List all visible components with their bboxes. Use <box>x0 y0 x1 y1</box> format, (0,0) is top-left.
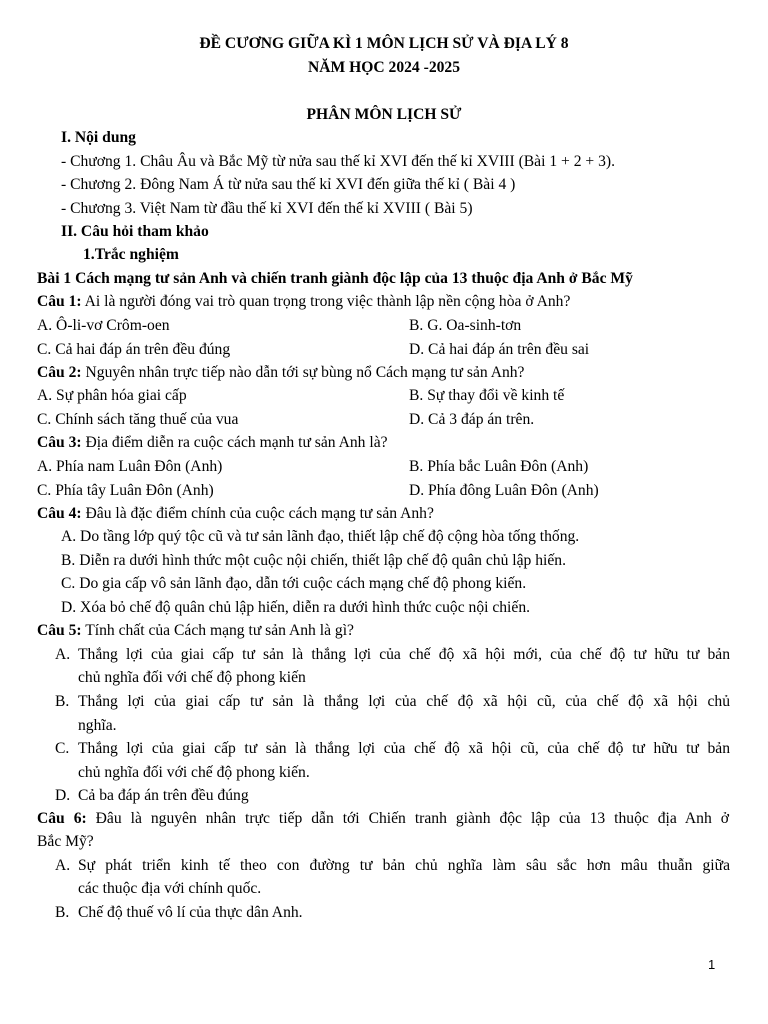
section-title: PHÂN MÔN LỊCH SỬ <box>306 106 462 123</box>
multiple-choice-heading: 1.Trắc nghiệm <box>83 246 179 263</box>
question-text: Địa điểm diễn ra cuộc cách mạnh tư sản Anh là? <box>81 434 388 451</box>
option-a <box>55 856 77 876</box>
option-b: B. Sự thay đổi về kinh tế <box>409 387 565 404</box>
chapter-1: - Chương 1. Châu Âu và Bắc Mỹ từ nửa sau thế kỉ XVI đến thế kỉ XVIII (Bài 1 + 2 + 3). <box>61 153 615 170</box>
option-a-text: Sự phát triển kinh tế theo con đường tư bản chủ nghĩa làm sâu sắc hơn mâu thuẫn giữa <box>78 857 730 874</box>
option-a-continuation: các thuộc địa với chính quốc. <box>78 880 262 897</box>
question-label: Câu 6: <box>37 810 87 827</box>
question-6-continuation: Bắc Mỹ? <box>37 833 94 850</box>
question-1 <box>37 292 570 312</box>
option-c <box>55 739 77 759</box>
question-label: Câu 5: <box>37 622 82 639</box>
option-a: A. Do tầng lớp quý tộc cũ và tư sản lãnh đạo, thiết lập chế độ cộng hòa tống thống. <box>61 528 580 545</box>
option-b-text: Thắng lợi của giai cấp tư sản là thắng lợi của chế độ xã hội cũ, của chế độ xã hội chủ <box>78 693 730 710</box>
question-3 <box>37 433 388 453</box>
chapter-2: - Chương 2. Đông Nam Á từ nửa sau thế kỉ XVI đến giữa thế kỉ ( Bài 4 ) <box>61 176 516 193</box>
option-b: B. Diễn ra dưới hình thức một cuộc nội chiến, thiết lập chế độ quân chủ lập hiến. <box>61 552 566 569</box>
option-b: B. Phía bắc Luân Đôn (Anh) <box>409 458 589 475</box>
option-c-text: Thắng lợi của giai cấp tư sản là thắng lợi của chế độ xã hội cũ, của chế độ tư hữu tư bản <box>78 740 730 757</box>
option-a: A. Sự phân hóa giai cấp <box>37 387 187 404</box>
option-letter: B. <box>55 904 70 921</box>
option-letter: D. <box>55 787 71 804</box>
option-letter: A. <box>55 857 71 874</box>
option-d: D. Cả hai đáp án trên đều sai <box>409 341 590 358</box>
school-year: NĂM HỌC 2024 -2025 <box>307 59 461 76</box>
content-heading: I. Nội dung <box>61 129 136 146</box>
question-2 <box>37 363 524 383</box>
question-text: Đâu là đặc điểm chính của cuộc cách mạng tư sản Anh? <box>81 505 434 522</box>
option-d: D. Xóa bỏ chế độ quân chủ lập hiến, diễn ra dưới hình thức cuộc nội chiến. <box>61 599 531 616</box>
option-d-text: Cả ba đáp án trên đều đúng <box>78 787 249 804</box>
questions-heading: II. Câu hỏi tham khảo <box>61 223 209 240</box>
document-title: ĐỀ CƯƠNG GIỮA KÌ 1 MÔN LỊCH SỬ VÀ ĐỊA LÝ 8 <box>199 35 569 52</box>
question-4 <box>37 504 434 524</box>
option-c: C. Cả hai đáp án trên đều đúng <box>37 341 231 358</box>
option-a-continuation: chủ nghĩa đối với chế độ phong kiến <box>78 669 306 686</box>
lesson-title: Bài 1 Cách mạng tư sản Anh và chiến tranh giành độc lập của 13 thuộc địa Anh ở Bắc Mỹ <box>37 270 633 287</box>
option-c: C. Phía tây Luân Đôn (Anh) <box>37 482 214 499</box>
option-c: C. Chính sách tăng thuế của vua <box>37 411 239 428</box>
question-text: Nguyên nhân trực tiếp nào dẫn tới sự bùng nổ Cách mạng tư sản Anh? <box>81 364 525 381</box>
question-text: Đâu là nguyên nhân trực tiếp dẫn tới Chiến tranh giành độc lập của 13 thuộc địa Anh ở <box>86 810 729 827</box>
chapter-3: - Chương 3. Việt Nam từ đầu thế kỉ XVI đến thế kỉ XVIII ( Bài 5) <box>61 200 473 217</box>
option-d <box>55 786 77 806</box>
option-b-continuation: nghĩa. <box>78 717 117 734</box>
option-b <box>55 692 77 712</box>
option-letter: B. <box>55 693 70 710</box>
option-letter: C. <box>55 740 70 757</box>
option-d: D. Phía đông Luân Đôn (Anh) <box>409 482 599 499</box>
option-b <box>55 903 77 923</box>
option-a <box>55 645 77 665</box>
option-a: A. Phía nam Luân Đôn (Anh) <box>37 458 223 475</box>
option-c-continuation: chủ nghĩa đối với chế độ phong kiến. <box>78 764 310 781</box>
question-5 <box>37 621 354 641</box>
page-number: 1 <box>708 957 716 972</box>
question-6 <box>37 809 729 829</box>
question-text: Tính chất của Cách mạng tư sản Anh là gì? <box>81 622 354 639</box>
question-label: Câu 1: <box>37 293 82 310</box>
option-c: C. Do gia cấp vô sản lãnh đạo, dẫn tới cuộc cách mạng chế độ phong kiến. <box>61 575 527 592</box>
question-label: Câu 4: <box>37 505 82 522</box>
option-a-text: Thắng lợi của giai cấp tư sản là thắng lợi của chế độ xã hội mới, của chế độ tư hữu tư bản <box>78 646 730 663</box>
option-b-text: Chế độ thuế vô lí của thực dân Anh. <box>78 904 303 921</box>
option-a: A. Ô-li-vơ Crôm-oen <box>37 317 170 334</box>
question-label: Câu 2: <box>37 364 82 381</box>
option-letter: A. <box>55 646 71 663</box>
question-label: Câu 3: <box>37 434 82 451</box>
option-b: B. G. Oa-sinh-tơn <box>409 317 522 334</box>
question-text: Ai là người đóng vai trò quan trọng trong việc thành lập nền cộng hòa ở Anh? <box>81 293 571 310</box>
option-d: D. Cả 3 đáp án trên. <box>409 411 535 428</box>
